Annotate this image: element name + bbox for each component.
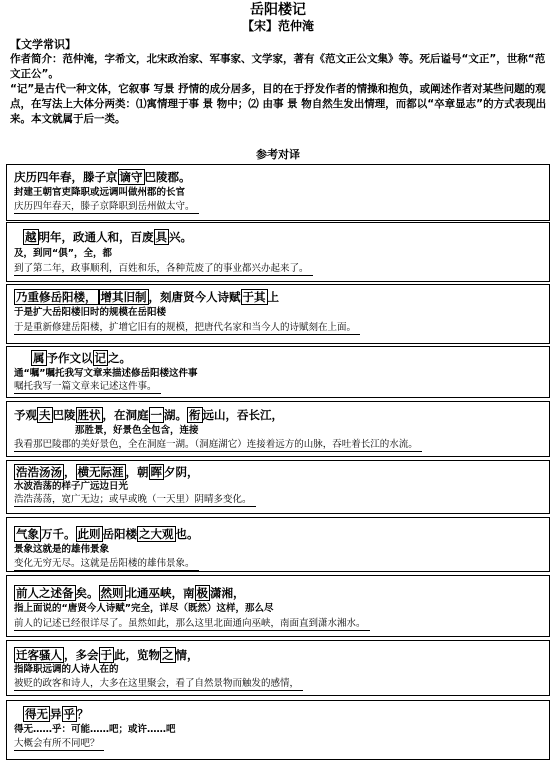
translation-line: 我看那巴陵郡的美好景色，全在洞庭一湖。（洞庭湖它）连接着远方的山脉，吞吐着长江的水流。 [14,439,422,452]
translation-line: 被贬的政客和诗人，大多在这里聚会，看了自然景物而触发的感情， [14,678,303,691]
gloss-note: 得无……乎：可能……吧；或许……吧 [14,724,176,735]
source-line: 迁客骚人 ，多会 于 此，览物 之 情， [16,648,199,662]
translation-block-10 [6,700,550,760]
gloss-note: 指降职远调的人诗人在的 [14,664,119,675]
translation-block-1 [6,164,550,221]
translation-line: 变化无穷无尽。这就是岳阳楼的雄伟景象。 [14,558,199,571]
translation-block-7 [6,517,550,572]
gloss-note: 指上面说的“唐贤今人诗赋”完全，详尽（既然）这样，那么尽 [14,603,274,614]
translation-line: 浩浩荡荡，宽广无边；或早或晚（一天里）阴晴多变化。 [14,494,256,507]
translation-block-9 [6,640,550,696]
translation-line: 前人的记述已经很详尽了。虽然如此，那么这里北面通向巫峡，南面直到潇水湘水。 [14,618,370,631]
genre-paragraph: “记”是古代一种文体，它叙事 写景 抒情的成分居多，目的在于抒发作者的情操和抱负，或阐述作者对某些问题的观点，在写法上大体分两类：⑴寓情理于事 景 物中；⑵ 由事 景 物自然生发出情理，而都以“卒章显志”的方式表现出来。本文就属于后一类。 [10,83,547,125]
gloss-note: 水波浩荡的样子广远边日光 [14,481,129,492]
source-line: 浩浩汤汤 ， 横无际涯 ，朝 晖 夕阴， [16,465,199,479]
translation-block-2 [6,222,550,282]
translation-line: 大概会有所不同吧？ [14,738,104,751]
translation-line: 庆历四年春天，滕子京降职到岳州做太守。 [14,201,199,214]
gloss-note: 通“嘱”嘱托我写文章来描述修岳阳楼这件事 [14,368,198,379]
translation-line: 于是重新修建岳阳楼，扩增它旧有的规模，把唐代名家和当今人的诗赋刻在上面。 [14,322,360,335]
translation-block-8 [6,575,550,637]
translation-block-3 [6,284,550,344]
common-sense-heading: 【文学常识】 [10,38,76,51]
reference-heading: 参考对译 [256,148,300,161]
source-line: 得无 异 乎 ？ [25,707,89,721]
page-title: 岳阳楼记 [250,2,306,18]
source-line: 越 明年，政通人和，百废 具 兴。 [25,230,192,244]
gloss-note: 于是扩大岳阳楼旧时的规模在岳阳楼 [14,307,167,318]
gloss-note: 封建王朝官吏降职或远调叫做州郡的长官 [14,187,186,198]
translation-block-4 [6,346,550,398]
gloss-note: 及，到同“俱”，全，都 [14,248,112,259]
source-line: 前人之述备 矣。 然则 北通巫峡，南 极 潇湘， [16,586,245,600]
source-line: 属 予作文以 记 之。 [33,351,131,365]
translation-block-5 [6,401,550,457]
source-line: 乃重修岳阳楼， 增其旧制 ，刻唐贤今人诗赋 于其 上 [16,290,279,304]
source-line: 予观 夫 巴陵 胜状 ，在洞庭 一 湖。 衔 远山，吞长江， [14,408,283,422]
source-line: 气象 万千。 此则 岳阳楼 之大观 也。 [16,527,199,541]
translation-block-6 [6,460,550,514]
author-intro-paragraph: 作者简介：范仲淹，字希文，北宋政治家、军事家、文学家，著有《范文正公文集》等。死后谥号“文正”，世称“范文正公”。 [10,53,546,80]
translation-line: 嘱托我写一篇文章来记述这件事。 [14,381,161,394]
author-line: 【宋】范仲淹 [241,19,314,33]
gloss-note: 那胜景，好景色全包含，连接 [75,425,199,436]
translation-line: 到了第二年，政事顺利，百姓和乐，各种荒废了的事业都兴办起来了。 [14,263,313,276]
gloss-note: 景象这就是的雄伟景象 [14,544,110,555]
source-line: 庆历四年春，滕子京 谪守 巴陵郡。 [14,170,191,184]
